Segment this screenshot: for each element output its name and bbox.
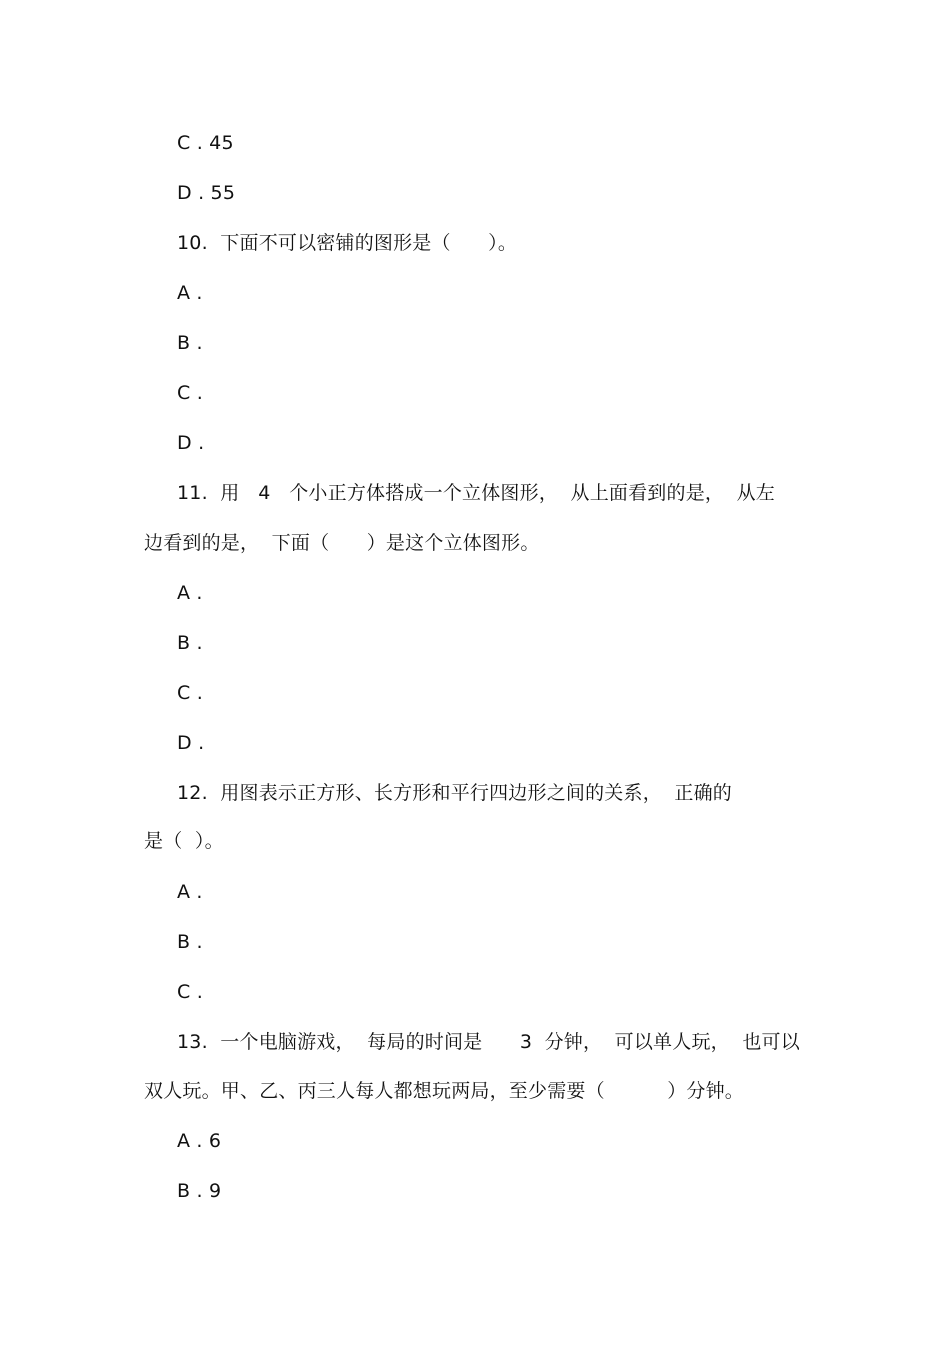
q12-question-stem: 12. 用图表示正方形、长方形和平行四边形之间的关系， 正确的 xyxy=(177,782,732,804)
q11-option-d: D . xyxy=(177,732,205,754)
q10-option-c: C . xyxy=(177,382,203,404)
q10-question-stem: 10. 下面不可以密铺的图形是（ ）。 xyxy=(177,232,518,254)
q10-option-a: A . xyxy=(177,282,203,304)
q12-option-c: C . xyxy=(177,981,203,1003)
q11-question-stem: 11. 用 4 个小正方体搭成一个立体图形， 从上面看到的是， 从左 xyxy=(177,482,775,504)
q11-question-stem-cont: 边看到的是， 下面（ ）是这个立体图形。 xyxy=(144,532,540,554)
q10-option-d: D . xyxy=(177,432,205,454)
q9-option-c: C . 45 xyxy=(177,132,234,154)
q11-option-a: A . xyxy=(177,582,203,604)
q13-question-stem-cont: 双人玩。甲、乙、丙三人每人都想玩两局，至少需要（ ）分钟。 xyxy=(144,1080,744,1102)
q12-option-b: B . xyxy=(177,931,203,953)
q12-option-a: A . xyxy=(177,881,203,903)
q11-option-b: B . xyxy=(177,632,203,654)
q9-option-d: D . 55 xyxy=(177,182,236,204)
q13-question-stem: 13. 一个电脑游戏， 每局的时间是 3 分钟， 可以单人玩， 也可以 xyxy=(177,1031,800,1053)
q12-question-stem-cont: 是（ ）。 xyxy=(144,830,224,852)
q10-option-b: B . xyxy=(177,332,203,354)
q11-option-c: C . xyxy=(177,682,203,704)
q13-option-a: A . 6 xyxy=(177,1130,222,1152)
q13-option-b: B . 9 xyxy=(177,1180,222,1202)
